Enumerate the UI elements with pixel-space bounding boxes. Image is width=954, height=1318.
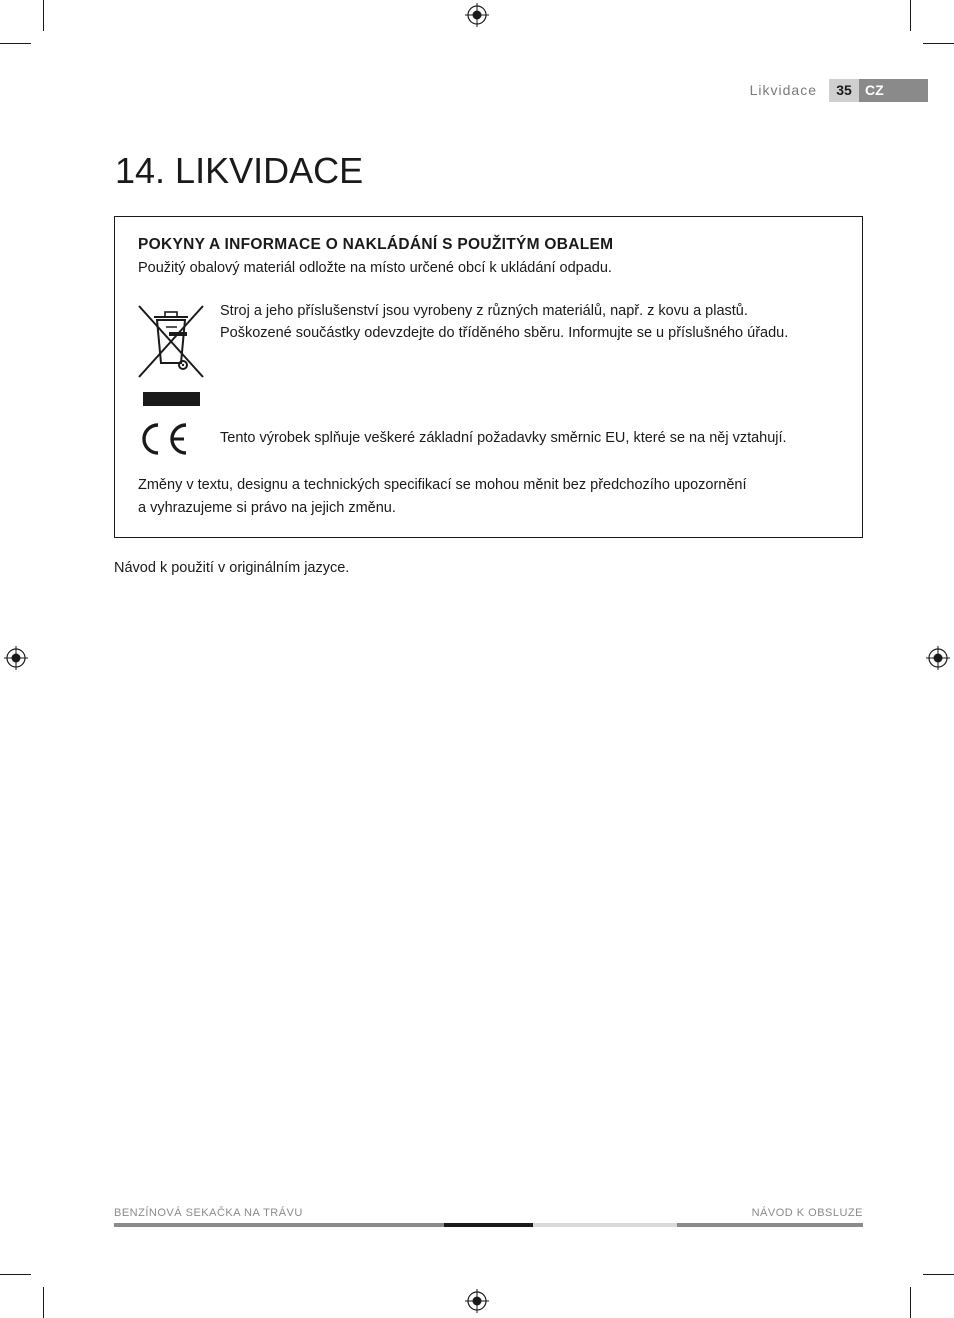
box-heading: POKYNY A INFORMACE O NAKLÁDÁNÍ S POUŽITÝM OBALEM: [138, 236, 614, 253]
footer-bar-segment: [677, 1223, 863, 1227]
header-language-code: CZ: [859, 79, 928, 102]
crop-mark: [0, 1274, 31, 1275]
registration-mark-icon: [465, 3, 489, 27]
crop-mark: [0, 43, 31, 44]
original-language-note: Návod k použití v originálním jazyce.: [114, 560, 350, 576]
changes-text-line-2: a vyhrazujeme si právo na jejich změnu.: [138, 500, 396, 516]
footer-bar-segment: [114, 1223, 444, 1227]
registration-mark-icon: [465, 1289, 489, 1313]
footer-document-type: NÁVOD K OBSLUZE: [751, 1207, 863, 1219]
header-page-number: 35: [829, 79, 859, 102]
ce-mark-icon: [136, 420, 190, 458]
crop-mark: [923, 1274, 954, 1275]
header-section-title: Likvidace: [749, 82, 817, 98]
changes-text-line-1: Změny v textu, designu a technických specifikací se mohou měnit bez předchozího upozornění: [138, 477, 747, 493]
footer-product-name: BENZÍNOVÁ SEKAČKA NA TRÁVU: [114, 1207, 303, 1219]
packaging-text: Použitý obalový materiál odložte na místo určené obcí k ukládání odpadu.: [138, 260, 612, 276]
crop-mark: [43, 1287, 44, 1318]
footer-bar-segment: [533, 1223, 677, 1227]
ce-conformity-text: Tento výrobek splňuje veškeré základní požadavky směrnic EU, které se na něj vztahují.: [220, 430, 787, 446]
weee-text-line-2: Poškozené součástky odevzdejte do tříděného sběru. Informujte se u příslušného úřadu.: [220, 325, 789, 341]
page-title: 14. LIKVIDACE: [115, 150, 364, 191]
weee-text-line-1: Stroj a jeho příslušenství jsou vyrobeny z různých materiálů, např. z kovu a plastů.: [220, 303, 748, 319]
crop-mark: [923, 43, 954, 44]
crossed-out-wheelie-bin-icon: [136, 303, 206, 383]
registration-mark-icon: [926, 646, 950, 670]
footer-bar-segment: [444, 1223, 533, 1227]
crop-mark: [43, 0, 44, 31]
registration-mark-icon: [4, 646, 28, 670]
crop-mark: [910, 0, 911, 31]
weee-black-bar: [143, 392, 200, 406]
crop-mark: [910, 1287, 911, 1318]
